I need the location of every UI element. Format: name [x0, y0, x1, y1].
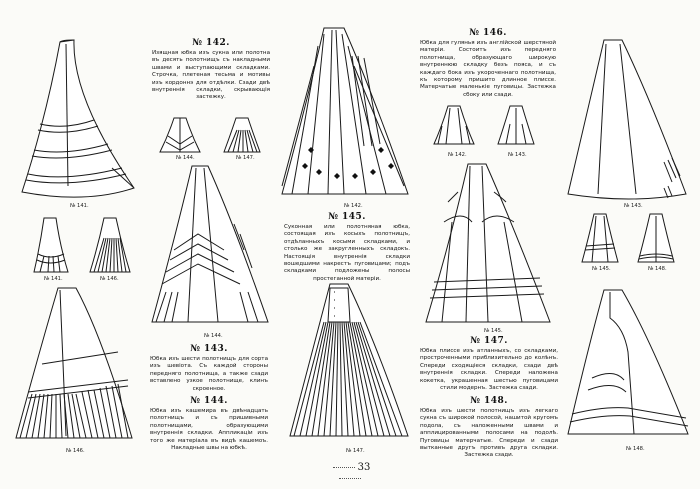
article-148: [420, 396, 558, 460]
article-title: № 145.: [328, 212, 366, 222]
article-145: [284, 212, 410, 283]
skirt-146-small-illustration: [88, 216, 132, 276]
article-text: Юбка изъ шести полотнищъ для сорта изъ шевіота. Съ каждой стороны передняго полотнища, а также сзади вставлено узкое полотнище, клинъ скроенное.: [150, 356, 268, 392]
figure-label: № 146.: [100, 276, 119, 282]
page-number: [320, 462, 380, 484]
article-144: [150, 396, 268, 452]
figure-label: № 145.: [484, 328, 503, 334]
article-143: [150, 344, 268, 393]
skirt-144-illustration: [148, 164, 272, 334]
figure-label: № 147.: [236, 155, 255, 161]
skirt-147-small-illustration: [222, 116, 262, 156]
skirt-147-illustration: [284, 282, 414, 448]
skirt-145-small-illustration: [580, 212, 620, 266]
figure-label: № 145.: [592, 266, 611, 272]
article-text: Юбка плиссе изъ атланныхъ, со складками, простроченными приблизительно до колѣнъ. Спереди сходящіеся складки, сзади двѣ внутреннія складки. Спереди наложена кокетка, украшенная шестью пуговицами стили модернъ. Застежка сзади.: [420, 348, 558, 392]
skirt-146-illustration: [12, 286, 142, 452]
skirt-142-small-illustration: [432, 104, 476, 148]
figure-label: № 142.: [344, 203, 363, 209]
article-text: Суконная или полотняная юбка, состоящая изъ косыхъ полотнищъ, отдѣланныхъ косыми складками, и столько же закругленныхъ складокъ. Настоящія внутреннія складки вошедшими накрестъ пуговицами; подъ складками подложены полосы простеганной матеріи.: [284, 224, 410, 282]
article-title: № 144.: [190, 396, 228, 406]
skirt-142-illustration: [278, 26, 412, 204]
skirt-148-illustration: [564, 288, 694, 444]
skirt-143-illustration: [564, 38, 692, 206]
article-text: Юбка изъ шести полотнищъ изъ легкаго сукна съ широкой полосой, нашитой кругомъ подола, съ наложенными швами и апплицированными полосами на подолѣ. Пуговицы матерчатые. Спереди и сзади вытканные другъ противъ друга складки. Застежка сзади.: [420, 408, 558, 459]
article-title: № 146.: [469, 28, 507, 38]
skirt-148-small-illustration: [636, 212, 676, 266]
article-title: № 142.: [192, 38, 230, 48]
figure-label: № 141.: [44, 276, 63, 282]
article-147: [420, 336, 558, 392]
article-146: [420, 28, 556, 99]
figure-label: № 148.: [626, 446, 645, 452]
article-text: Изящная юбка изъ сукна или полотна въ десять полотнищъ съ накладными швами и выступающими складками. Строчка, плетеная тесьма и мотивы изъ кордоннэ для отдѣлки. Сзади двѣ внутреннія складки, скрывающія застежку.: [152, 50, 270, 101]
figure-label: № 141.: [70, 203, 89, 209]
article-142: [152, 38, 270, 102]
skirt-144-small-illustration: [158, 116, 202, 156]
figure-label: № 144.: [176, 155, 195, 161]
figure-label: № 144.: [204, 333, 223, 339]
figure-label: № 143.: [508, 152, 527, 158]
page-number-text: 33: [357, 462, 371, 473]
article-text: Юбка для гулянья изъ англійской шерстяной матеріи. Состоитъ изъ передняго полотнища, образующаго широкую внутреннюю складку безъ пояса, и съ каждаго бока изъ укороченнаго полотнища, къ которому пришито длинное плиссе. Матерчатые маленькіе пуговицы. Застежка сбоку или сзади.: [420, 40, 556, 98]
figure-label: № 142.: [448, 152, 467, 158]
skirt-141-illustration: [16, 38, 146, 206]
figure-label: № 146.: [66, 448, 85, 454]
figure-label: № 143.: [624, 203, 643, 209]
article-text: Юбка изъ кашемира въ двѣнадцать полотнищъ и съ пришивными полотнищами, образующими внутреннія складки. Аппликаціи изъ того же матерiала въ видѣ кашемоъ. Накладные швы на юбкѣ.: [150, 408, 268, 452]
divider: [333, 467, 355, 468]
skirt-143-small-illustration: [496, 104, 536, 148]
skirt-141-small-illustration: [32, 216, 70, 276]
divider: [339, 478, 361, 479]
figure-label: № 148.: [648, 266, 667, 272]
article-title: № 148.: [470, 396, 508, 406]
figure-label: № 147.: [346, 448, 365, 454]
article-title: № 147.: [470, 336, 508, 346]
article-title: № 143.: [190, 344, 228, 354]
skirt-145-illustration: [422, 162, 554, 334]
